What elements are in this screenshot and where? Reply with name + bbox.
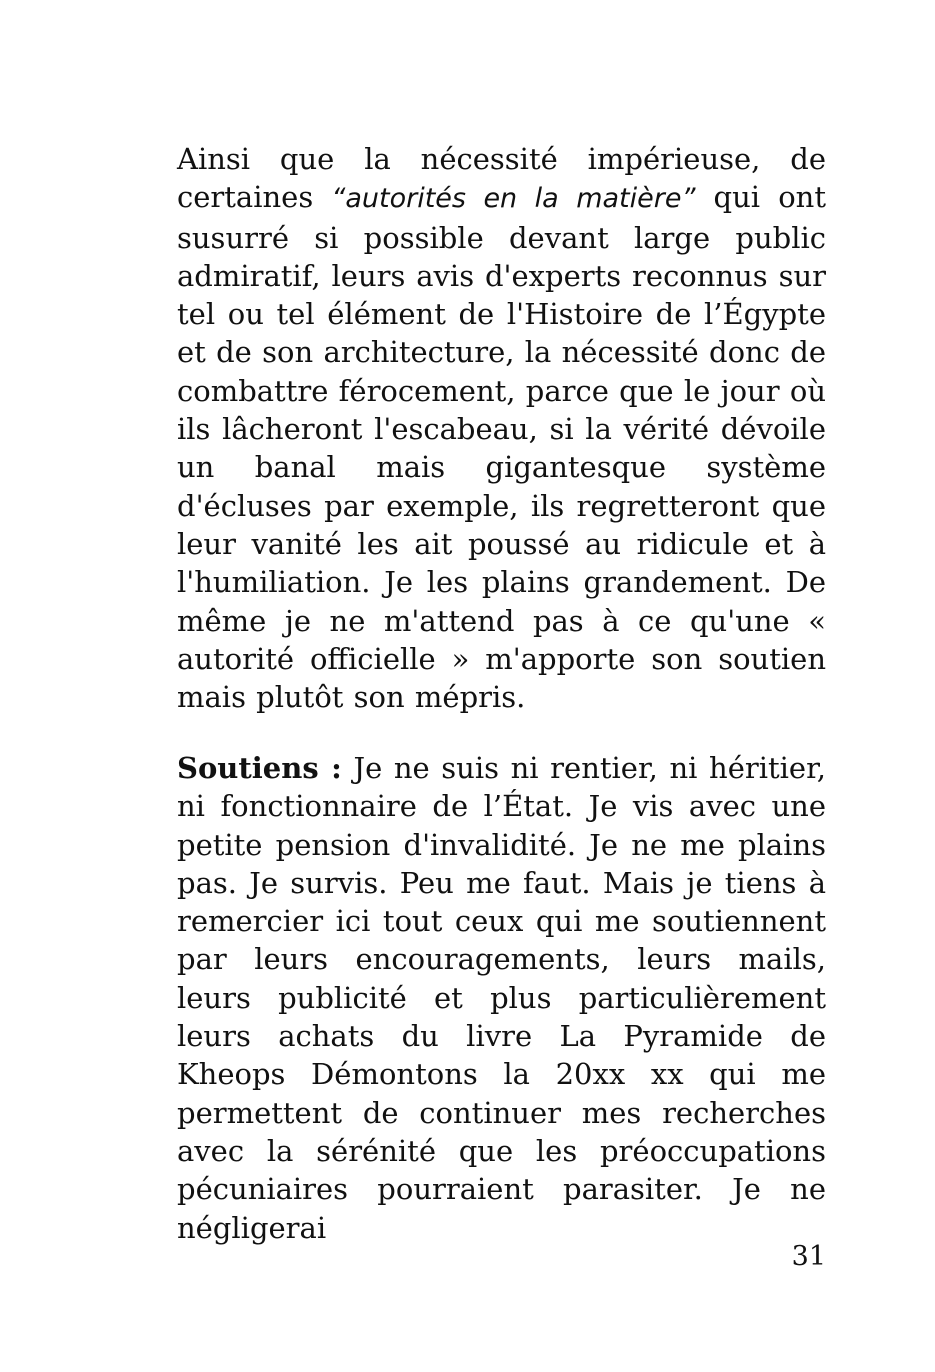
page-number: 31 [791, 1241, 826, 1272]
paragraph-intro-text-end: qui ont susurré si possible devant large public admiratif, leurs avis d'experts reconnus sur tel ou tel élément de l'Histoire de l’Égypte et de son architecture, la nécessité donc de combattre férocement, parce que le jour où ils lâcheront l'escabeau, si la vérité dévoile un banal mais gigantesque système d'écluses par exemple, ils regretteront que leur vanité les ait poussé au ridicule et à l'humiliation. Je les plains grandement. De même je ne m'attend pas à ce qu'une « autorité officielle » m'apporte son soutien mais plutôt son mépris. [177, 180, 826, 715]
paragraph-intro-text-start: Ainsi que la nécessité impérieuse, de certaines [177, 142, 826, 215]
soutiens-label: Soutiens : [177, 751, 342, 785]
italic-quote: “autorités en la matière” [331, 183, 696, 215]
paragraph-intro [177, 140, 826, 716]
paragraph-soutiens [177, 749, 826, 1247]
paragraph-soutiens-text: Je ne suis ni rentier, ni héritier, ni fonctionnaire de l’État. Je vis avec une petite pension d'invalidité. Je ne me plains pas. Je survis. Peu me faut. Mais je tiens à remercier ici tout ceux qui me soutiennent par leurs encouragements, leurs mails, leurs publicité et plus particulièrement leurs achats du livre La Pyramide de Kheops Démontons la 20xx xx qui me permettent de continuer mes recherches avec la sérénité que les préoccupations pécuniaires pourraient parasiter. Je ne négligerai [177, 751, 826, 1245]
